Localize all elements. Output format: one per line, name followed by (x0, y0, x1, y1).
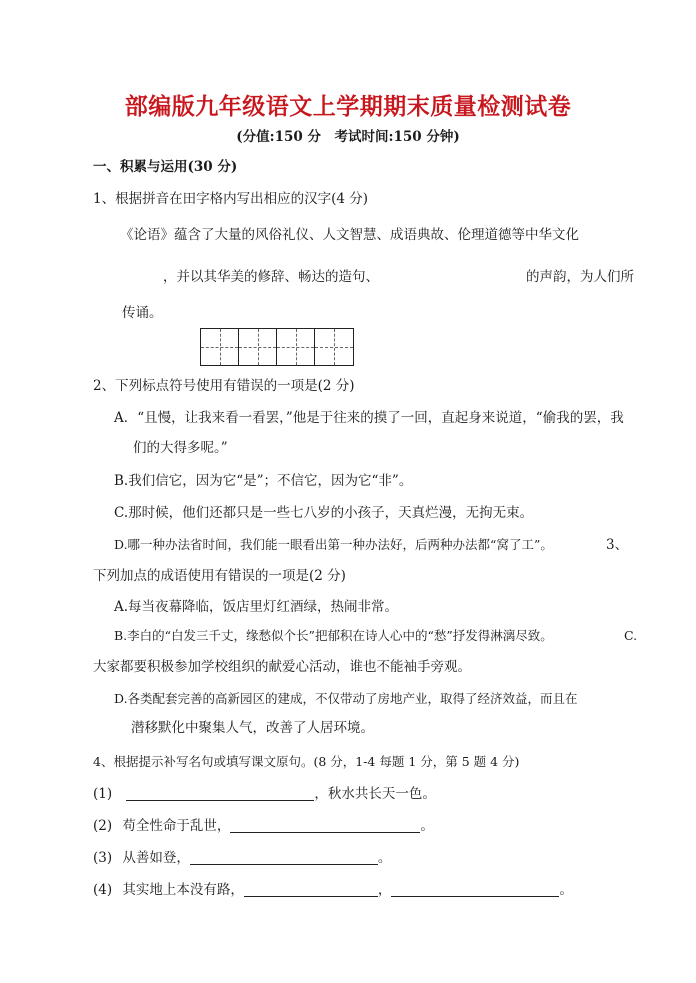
q1-line2-b: 的声韵，为人们所 (526, 269, 634, 285)
q4-item-number: (1) (93, 786, 113, 802)
answer-blank[interactable] (126, 786, 314, 801)
q2-option-b: B.我们信它，因为它“是”；不信它，因为它“非”。 (114, 473, 413, 489)
q2-option-a-line2: 们的大得多呢。” (133, 440, 228, 456)
page-title: 部编版九年级语文上学期期末质量检测试卷 (124, 94, 572, 120)
tianzige-cell[interactable] (201, 329, 239, 365)
answer-blank[interactable] (391, 882, 559, 897)
page-subtitle: (分值:150 分 考试时间:150 分钟) (236, 129, 460, 145)
q4-item-post: 。 (420, 818, 434, 834)
q3-option-c: 大家都要积极参加学校组织的献爱心活动，谁也不能袖手旁观。 (93, 659, 471, 675)
q2-option-a-line1: A．“且慢，让我来看一看罢，”他是于往来的摸了一回，直起身来说道，“偷我的罢，我 (114, 410, 624, 426)
q1-line1: 《论语》蕴含了大量的风俗礼仪、人文智慧、成语典故、伦理道德等中华文化 (120, 227, 579, 243)
q4-item-pre: 从善如登， (122, 850, 190, 866)
answer-blank[interactable] (230, 818, 420, 833)
q3-option-c-label: C. (624, 628, 638, 643)
q1-stem: 1、根据拼音在田字格内写出相应的汉字(4 分) (93, 191, 369, 207)
q1-line3: 传诵。 (122, 305, 163, 321)
q3-option-d-line1: D.各类配套完善的高新园区的建成，不仅带动了房地产业，取得了经济效益，而且在 (114, 691, 578, 706)
q4-item-post: 。 (559, 882, 573, 898)
answer-blank[interactable] (244, 882, 378, 897)
q3-number: 3、 (606, 537, 629, 553)
q4-item-4 (93, 881, 573, 899)
q1-line2-a: ，并以其华美的修辞、畅达的造句、 (163, 269, 379, 285)
answer-blank[interactable] (190, 850, 378, 865)
q4-item-pre: 其实地上本没有路， (122, 882, 244, 898)
q4-item-2 (93, 817, 434, 835)
q3-option-d-line2: 潜移默化中聚集人气，改善了人居环境。 (131, 720, 374, 736)
q4-item-post: 。 (377, 850, 392, 866)
tianzige-cell[interactable] (239, 329, 277, 365)
q4-item-number: (4) (93, 882, 113, 898)
q2-option-d: D.哪一种办法省时间，我们能一眼看出第一种办法好，后两种办法都“窝了工”。 (114, 537, 553, 552)
q4-item-number: (2) (93, 818, 113, 834)
q4-item-3 (93, 849, 391, 867)
section-heading: 一、积累与运用(30 分) (93, 159, 238, 175)
q4-item-post: ，秋水共长天一色。 (314, 786, 436, 802)
q4-item-mid: ， (377, 882, 392, 898)
tianzige-cell[interactable] (315, 329, 353, 365)
tianzige-grid[interactable] (200, 328, 354, 366)
q3-stem: 下列加点的成语使用有错误的一项是(2 分) (93, 568, 346, 584)
q4-item-number: (3) (93, 850, 113, 866)
q2-stem: 2、下列标点符号使用有错误的一项是(2 分) (93, 378, 355, 394)
q4-item-1 (93, 785, 436, 803)
q3-option-a: A.每当夜幕降临，饭店里灯红酒绿，热闹非常。 (114, 599, 399, 615)
q4-item-pre: 苟全性命于乱世， (122, 818, 231, 834)
q3-option-b: B.李白的“白发三千丈，缘愁似个长”把郁积在诗人心中的“愁”抒发得淋漓尽致。 (114, 628, 553, 643)
q4-stem: 4、根据提示补写名句或填写课文原句。(8 分，1-4 每题 1 分，第 5 题 4 分) (93, 754, 520, 769)
tianzige-cell[interactable] (277, 329, 315, 365)
q2-option-c: C.那时候，他们还都只是一些七八岁的小孩子，天真烂漫，无拘无束。 (114, 505, 534, 521)
